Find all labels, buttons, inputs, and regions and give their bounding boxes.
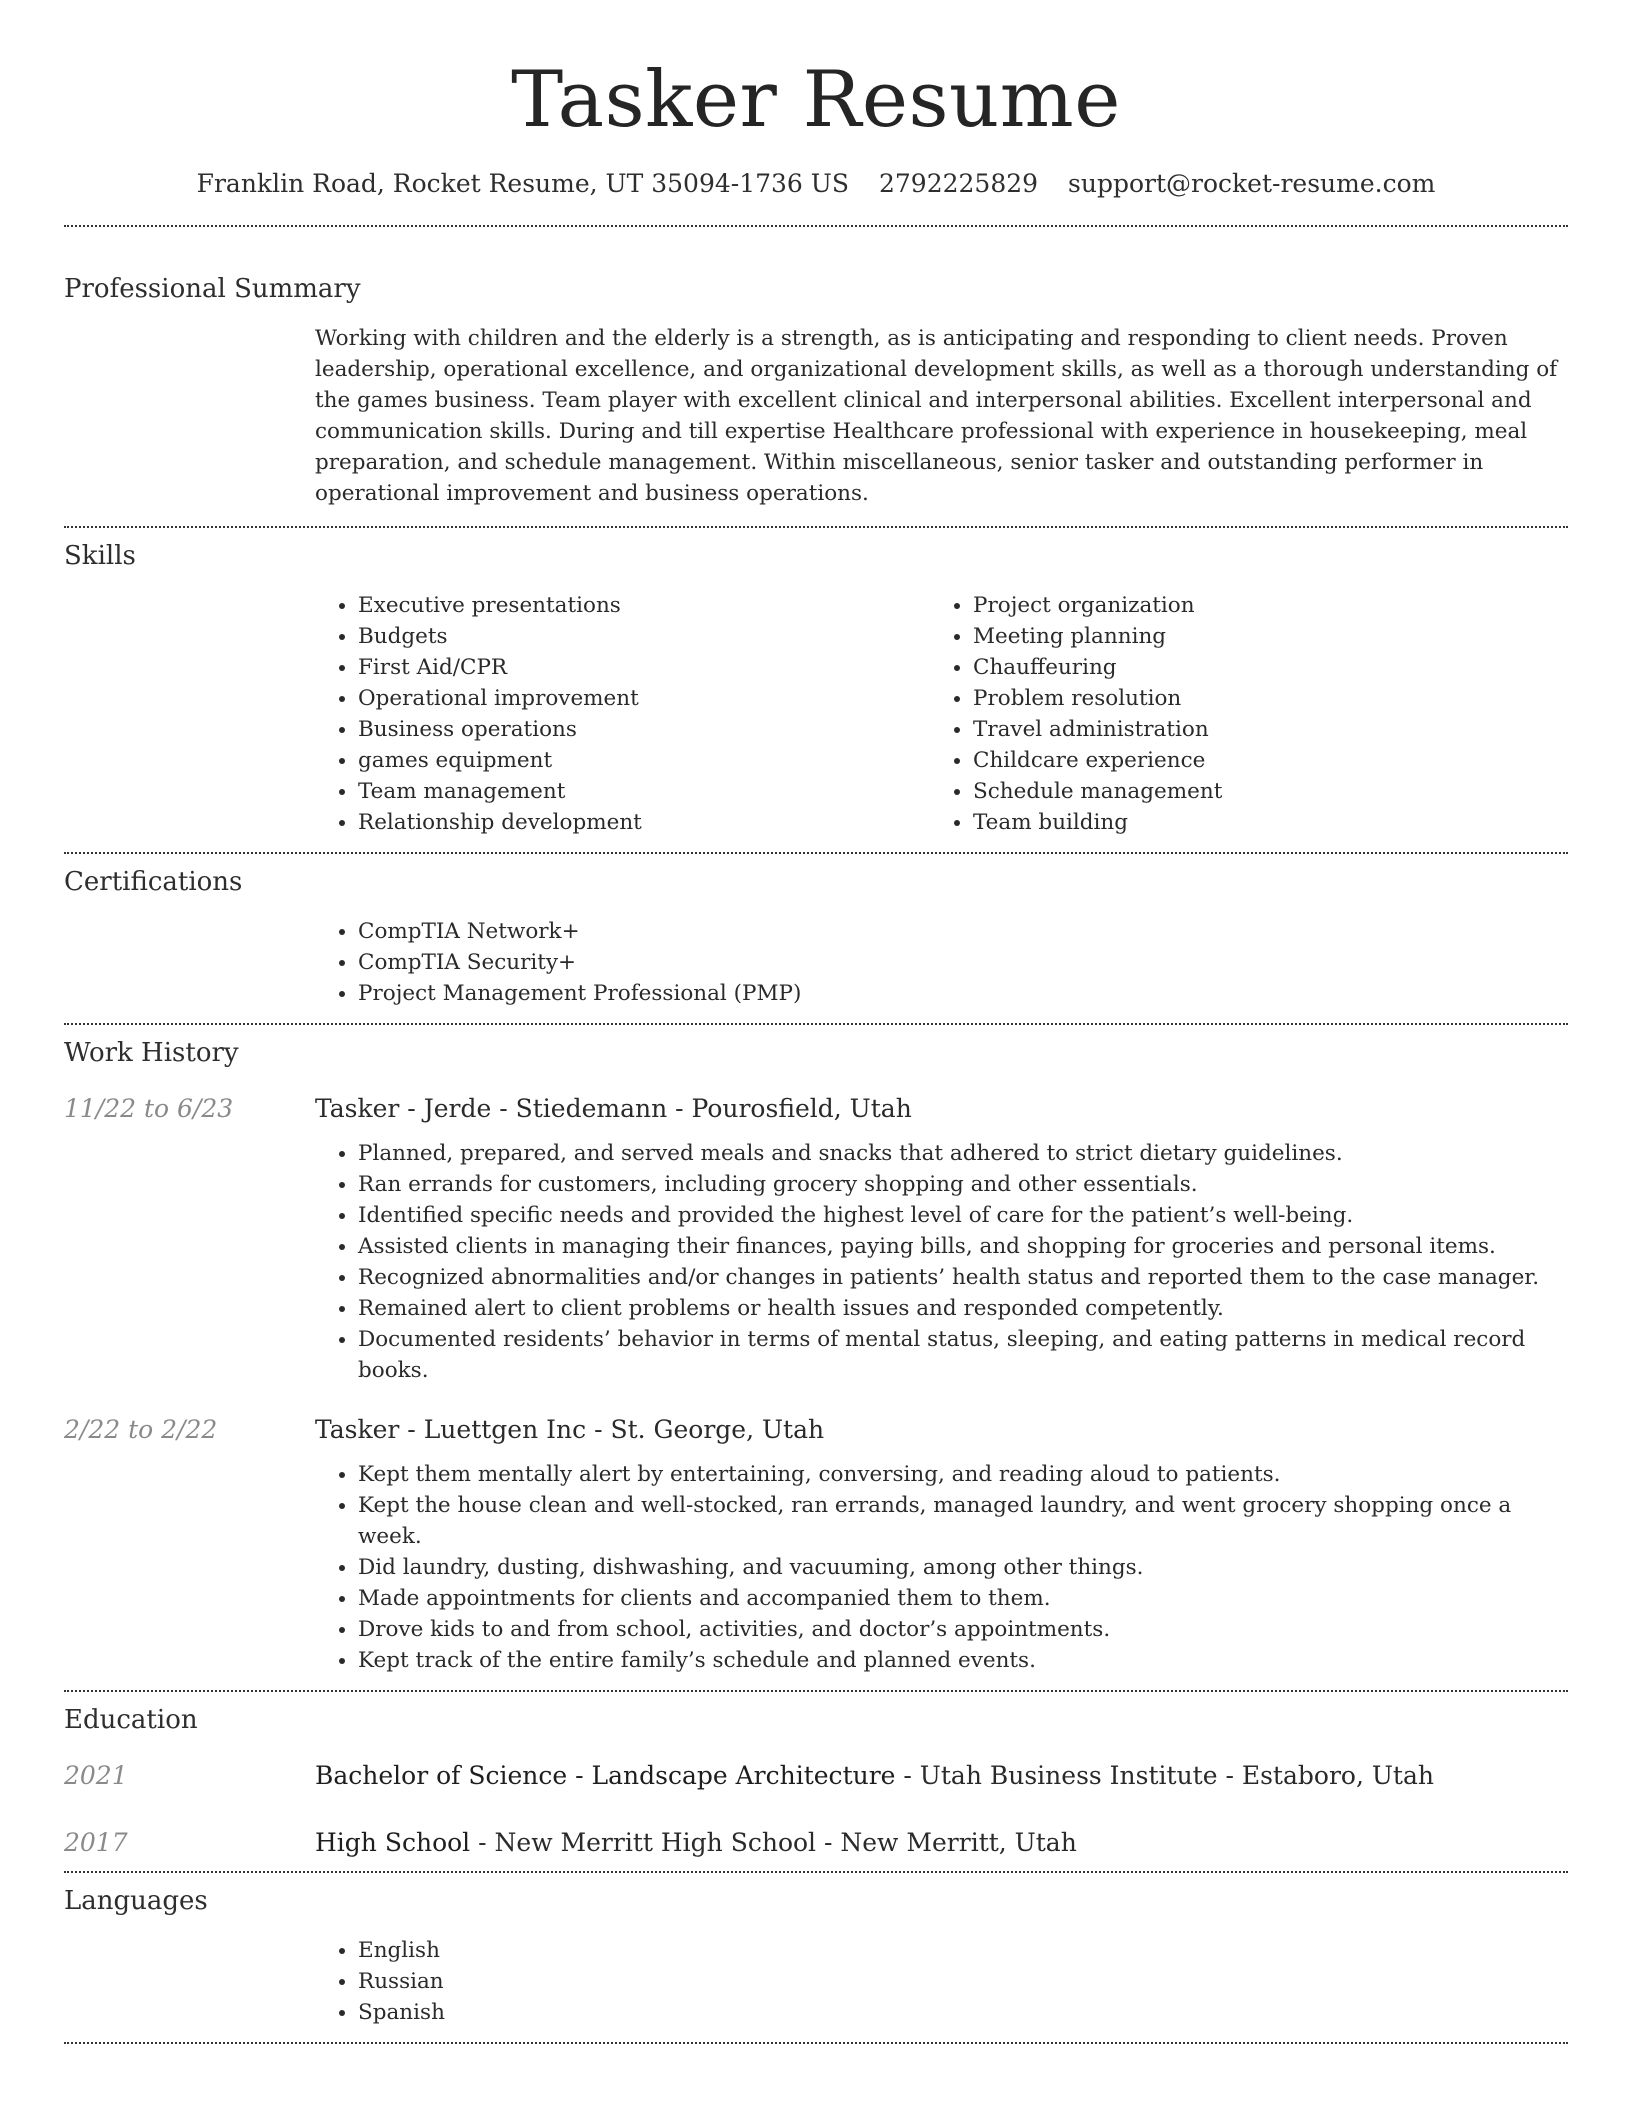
job-header: [64, 1091, 1568, 1127]
list-item: • Travel administration: [973, 714, 1545, 745]
divider: [64, 1023, 1568, 1025]
list-item: • Operational improvement: [358, 683, 930, 714]
list-item: • Ran errands for customers, including grocery shopping and other essentials.: [358, 1169, 1568, 1200]
list-item: • Business operations: [358, 714, 930, 745]
education-title: [315, 1825, 1077, 1861]
school-text: - Utah Business Institute - Estaboro, Utah: [895, 1761, 1434, 1790]
list-item: • Kept track of the entire family’s schedule and planned events.: [358, 1645, 1568, 1676]
languages-list: [315, 1935, 1568, 2028]
skills-list: [315, 590, 1568, 838]
job-title: Tasker - Jerde - Stiedemann - Pourosfield, Utah: [315, 1094, 912, 1123]
list-item: • Executive presentations: [358, 590, 930, 621]
summary-text: Working with children and the elderly is a strength, as is anticipating and responding to client needs. Proven leadership, operational excellence, and organizational development skills, as well as a thorough understanding of the games business. Team player with excellent clinical and interpersonal abilities. Excellent interpersonal and communication skills. During and till expertise Healthcare professional with experience in housekeeping, meal preparation, and schedule management. Within miscellaneous, senior tasker and outstanding performer in operational improvement and business operations.: [315, 326, 1558, 506]
list-item: • Russian: [358, 1966, 1568, 1997]
list-item: • Project Management Professional (PMP): [358, 978, 1568, 1009]
list-item: • Team management: [358, 776, 930, 807]
education-title: [315, 1758, 1434, 1794]
job-entry: [64, 1091, 1568, 1386]
certifications-list: [315, 916, 1568, 1009]
list-item: • Planned, prepared, and served meals and snacks that adhered to strict dietary guidelines.: [358, 1138, 1568, 1169]
list-item: • Spanish: [358, 1997, 1568, 2028]
divider: [64, 1871, 1568, 1873]
job-dates: 2/22 to 2/22: [64, 1415, 218, 1444]
list-item: • Assisted clients in managing their finances, paying bills, and shopping for groceries and personal items.: [358, 1231, 1568, 1262]
list-item: • Did laundry, dusting, dishwashing, and vacuuming, among other things.: [358, 1552, 1568, 1583]
list-item: • Kept the house clean and well-stocked, ran errands, managed laundry, and went grocery shopping once a week.: [358, 1490, 1568, 1552]
list-item: • games equipment: [358, 745, 930, 776]
education-year: 2021: [64, 1761, 128, 1790]
education-entry: [64, 1825, 1568, 1861]
list-item: • Problem resolution: [973, 683, 1545, 714]
list-item: • Meeting planning: [973, 621, 1545, 652]
divider: [64, 2042, 1568, 2044]
job-header: [64, 1412, 1568, 1448]
section-title-certifications: Certifications: [64, 867, 243, 897]
phone-text: 2792225829: [878, 169, 1039, 198]
list-item: • Identified specific needs and provided the highest level of care for the patient’s well-being.: [358, 1200, 1568, 1231]
list-item: • First Aid/CPR: [358, 652, 930, 683]
section-title-summary: Professional Summary: [64, 274, 361, 304]
address-text: Franklin Road, Rocket Resume, UT 35094-1736 US: [196, 169, 849, 198]
job-bullets: [315, 1459, 1568, 1676]
divider: [64, 526, 1568, 528]
list-item: • Drove kids to and from school, activities, and doctor’s appointments.: [358, 1614, 1568, 1645]
skills-column-left: [315, 590, 930, 838]
list-item: • CompTIA Security+: [358, 947, 1568, 978]
list-item: • Budgets: [358, 621, 930, 652]
list-item: • Made appointments for clients and accompanied them to them.: [358, 1583, 1568, 1614]
section-title-skills: Skills: [64, 541, 136, 571]
section-title-education: Education: [64, 1705, 198, 1735]
list-item: • Chauffeuring: [973, 652, 1545, 683]
resume-name: Tasker Resume: [511, 55, 1121, 145]
education-entry: [64, 1758, 1568, 1794]
resume-page: [64, 0, 1568, 2044]
list-item: • English: [358, 1935, 1568, 1966]
degree-text: Bachelor of Science - Landscape Architecture: [315, 1761, 896, 1790]
list-item: • Schedule management: [973, 776, 1545, 807]
job-title: Tasker - Luettgen Inc - St. George, Utah: [315, 1415, 825, 1444]
list-item: • Project organization: [973, 590, 1545, 621]
email-text: support@rocket-resume.com: [1068, 169, 1436, 198]
skills-column-right: [930, 590, 1545, 838]
contact-line: [64, 166, 1568, 202]
list-item: • Team building: [973, 807, 1545, 838]
education-year: 2017: [64, 1828, 128, 1857]
section-title-languages: Languages: [64, 1886, 208, 1916]
divider: [64, 852, 1568, 854]
job-bullets: [315, 1138, 1568, 1386]
list-item: • Relationship development: [358, 807, 930, 838]
section-title-work-history: Work History: [64, 1038, 239, 1068]
list-item: • Remained alert to client problems or health issues and responded competently.: [358, 1293, 1568, 1324]
list-item: • Recognized abnormalities and/or changes in patients’ health status and reported them to the case manager.: [358, 1262, 1568, 1293]
divider: [64, 1690, 1568, 1692]
list-item: • CompTIA Network+: [358, 916, 1568, 947]
list-item: • Childcare experience: [973, 745, 1545, 776]
list-item: • Kept them mentally alert by entertaining, conversing, and reading aloud to patients.: [358, 1459, 1568, 1490]
job-dates: 11/22 to 6/23: [64, 1094, 234, 1123]
divider: [64, 225, 1568, 227]
list-item: • Documented residents’ behavior in terms of mental status, sleeping, and eating patterns in medical record books.: [358, 1324, 1568, 1386]
school-text: - New Merritt High School - New Merritt, Utah: [470, 1828, 1077, 1857]
degree-text: High School: [315, 1828, 471, 1857]
job-entry: [64, 1412, 1568, 1676]
